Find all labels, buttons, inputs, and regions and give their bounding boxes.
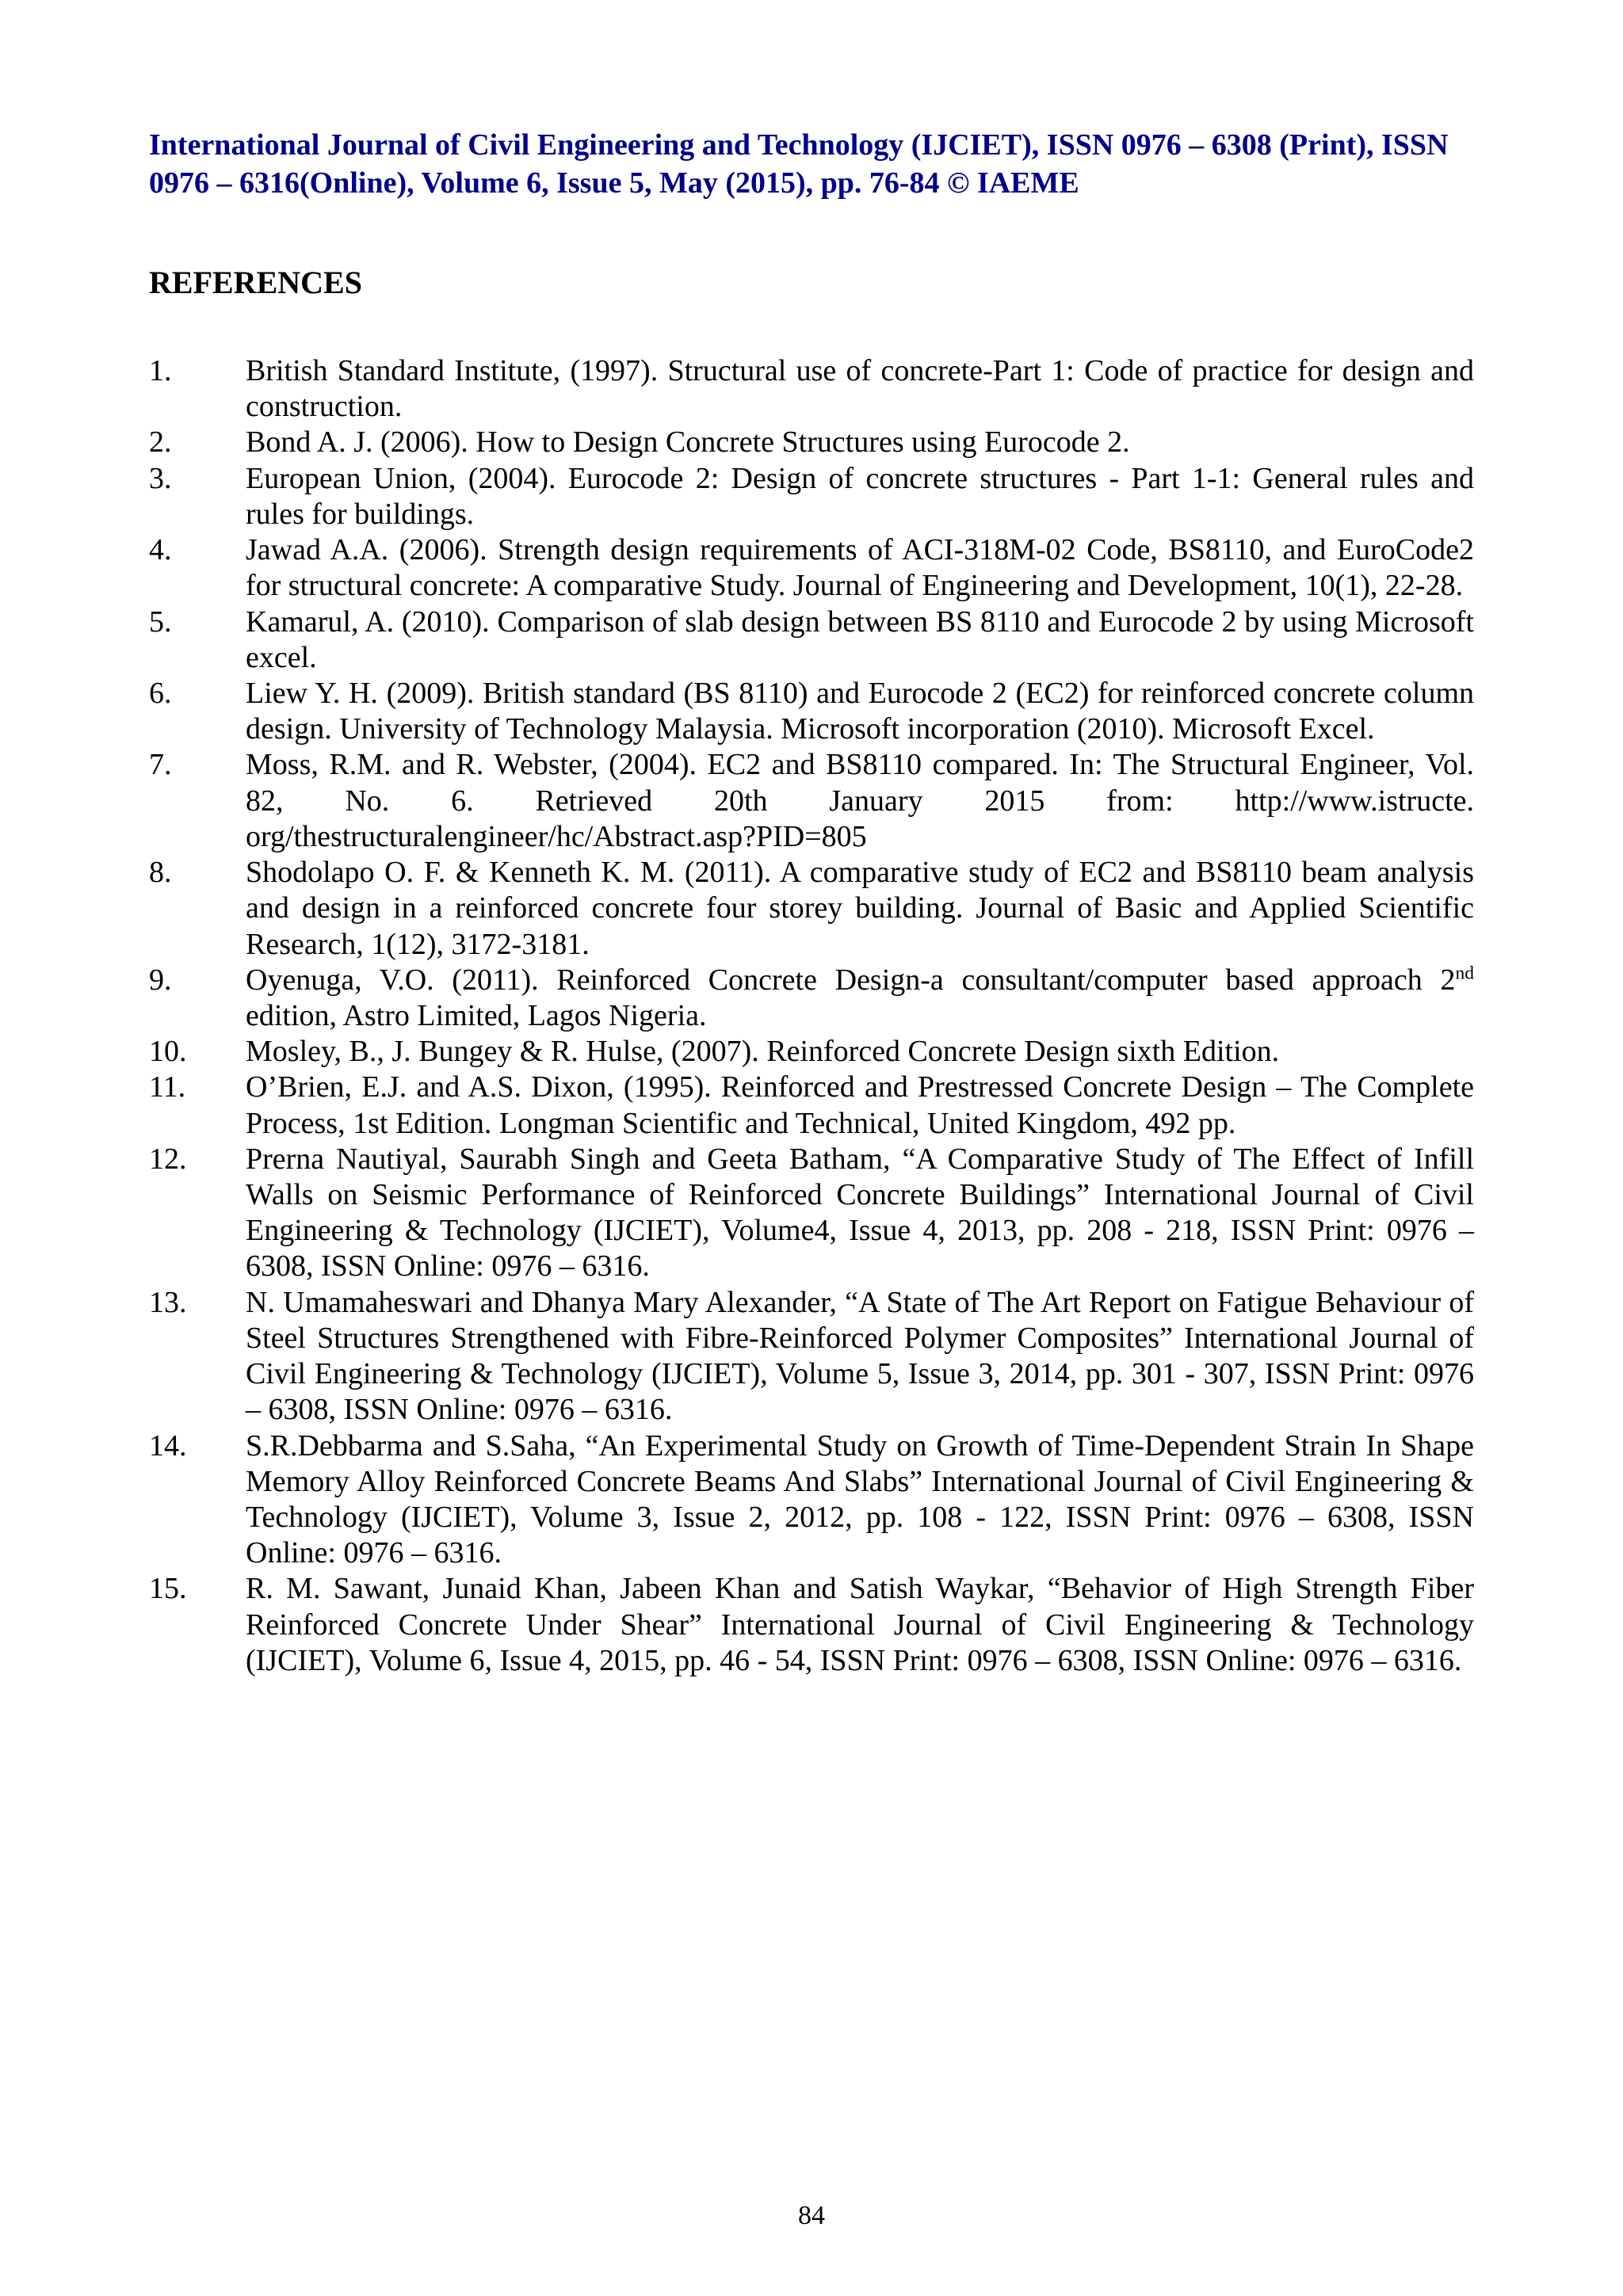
reference-text: Liew Y. H. (2009). British standard (BS 8110) and Eurocode 2 (EC2) for reinforced concrete column design. University of Technology Malaysia. Microsoft incorporation (2010). Microsoft Excel. [246, 676, 1474, 746]
reference-text: Moss, R.M. and R. Webster, (2004). EC2 and BS8110 compared. In: The Structural Engineer, Vol. 82, No. 6. Retrieved 20th January 2015 from: http://www.istructe. org/thestructuralengineer/hc/Abstract.asp?PID=805 [246, 748, 1474, 853]
reference-text: R. M. Sawant, Junaid Khan, Jabeen Khan and Satish Waykar, “Behavior of High Strength Fiber Reinforced Concrete Under Shear” International Journal of Civil Engineering & Technology (IJCIET), Volume 6, Issue 4, 2015, pp. 46 - 54, ISSN Print: 0976 – 6308, ISSN Online: 0976 – 6316. [246, 1572, 1474, 1677]
reference-number: 8. [149, 856, 172, 890]
reference-text: Bond A. J. (2006). How to Design Concrete Structures using Eurocode 2. [246, 425, 1130, 460]
reference-item [149, 425, 1474, 460]
reference-item [149, 1428, 1474, 1572]
reference-item [149, 963, 1474, 1034]
references-list [149, 353, 1474, 1679]
reference-item [149, 461, 1474, 532]
reference-item [149, 605, 1474, 676]
reference-number: 15. [149, 1572, 187, 1606]
reference-item [149, 1571, 1474, 1679]
reference-text: Prerna Nautiyal, Saurabh Singh and Geeta Batham, “A Comparative Study of The Effect of Infill Walls on Seismic Performance of Reinforced Concrete Buildings” International Journal of Civil Engineering & Technology (IJCIET), Volume4, Issue 4, 2013, pp. 208 - 218, ISSN Print: 0976 – 6308, ISSN Online: 0976 – 6316. [246, 1142, 1474, 1283]
reference-number: 6. [149, 676, 172, 710]
reference-item [149, 676, 1474, 747]
reference-item [149, 532, 1474, 604]
reference-item [149, 747, 1474, 855]
reference-number: 4. [149, 533, 172, 567]
reference-text-part: Oyenuga, V.O. (2011). Reinforced Concrete Design-a consultant/computer based approach 2 [246, 963, 1456, 997]
reference-number: 11. [149, 1070, 186, 1104]
reference-number: 9. [149, 963, 172, 997]
reference-text: N. Umamaheswari and Dhanya Mary Alexander, “A State of The Art Report on Fatigue Behaviour of Steel Structures Strengthened with Fibre-Reinforced Polymer Composites” International Journal of Civil Engineering & Technology (IJCIET), Volume 5, Issue 3, 2014, pp. 301 - 307, ISSN Print: 0976 – 6308, ISSN Online: 0976 – 6316. [246, 1285, 1474, 1427]
reference-item [149, 855, 1474, 963]
section-title: REFERENCES [149, 265, 362, 300]
reference-text-part: edition, Astro Limited, Lagos Nigeria. [246, 998, 707, 1032]
reference-text: Kamarul, A. (2010). Comparison of slab design between BS 8110 and Eurocode 2 by using Microsoft excel. [246, 605, 1474, 674]
reference-item [149, 1285, 1474, 1428]
reference-item [149, 1070, 1474, 1141]
reference-number: 12. [149, 1142, 187, 1176]
reference-item [149, 353, 1474, 425]
reference-number: 7. [149, 748, 172, 782]
reference-text: British Standard Institute, (1997). Structural use of concrete-Part 1: Code of practice for design and construction. [246, 354, 1474, 424]
reference-text: S.R.Debbarma and S.Saha, “An Experimental Study on Growth of Time-Dependent Strain In Shape Memory Alloy Reinforced Concrete Beams And Slabs” International Journal of Civil Engineering & Technology (IJCIET), Volume 3, Issue 2, 2012, pp. 108 - 122, ISSN Print: 0976 – 6308, ISSN Online: 0976 – 6316. [246, 1428, 1474, 1570]
reference-text: O’Brien, E.J. and A.S. Dixon, (1995). Reinforced and Prestressed Concrete Design – The Complete Process, 1st Edition. Longman Scientific and Technical, United Kingdom, 492 pp. [246, 1070, 1474, 1140]
reference-number: 1. [149, 354, 172, 387]
reference-text: Mosley, B., J. Bungey & R. Hulse, (2007). Reinforced Concrete Design sixth Edition. [246, 1035, 1280, 1069]
reference-number: 10. [149, 1035, 187, 1069]
journal-header: International Journal of Civil Engineering and Technology (IJCIET), ISSN 0976 – 6308 (Print), ISSN 0976 – 6316(Online), Volume 6, Issue 5, May (2015), pp. 76-84 © IAEME [149, 128, 1449, 200]
superscript: nd [1455, 963, 1474, 984]
reference-number: 3. [149, 461, 172, 495]
page-number: 84 [798, 2201, 825, 2230]
reference-text: Jawad A.A. (2006). Strength design requirements of ACI-318M-02 Code, BS8110, and EuroCode2 for structural concrete: A comparative Study. Journal of Engineering and Development, 10(1), 22-28. [246, 533, 1474, 603]
reference-text: European Union, (2004). Eurocode 2: Design of concrete structures - Part 1-1: General rules and rules for buildings. [246, 461, 1474, 531]
reference-number: 5. [149, 605, 172, 639]
reference-number: 13. [149, 1285, 187, 1319]
reference-number: 14. [149, 1428, 187, 1463]
reference-number: 2. [149, 425, 172, 460]
reference-item [149, 1034, 1474, 1070]
reference-item [149, 1142, 1474, 1285]
reference-text: Shodolapo O. F. & Kenneth K. M. (2011). A comparative study of EC2 and BS8110 beam analysis and design in a reinforced concrete four storey building. Journal of Basic and Applied Scientific Research, 1(12), 3172-3181. [246, 856, 1474, 961]
reference-text [246, 963, 1474, 1034]
